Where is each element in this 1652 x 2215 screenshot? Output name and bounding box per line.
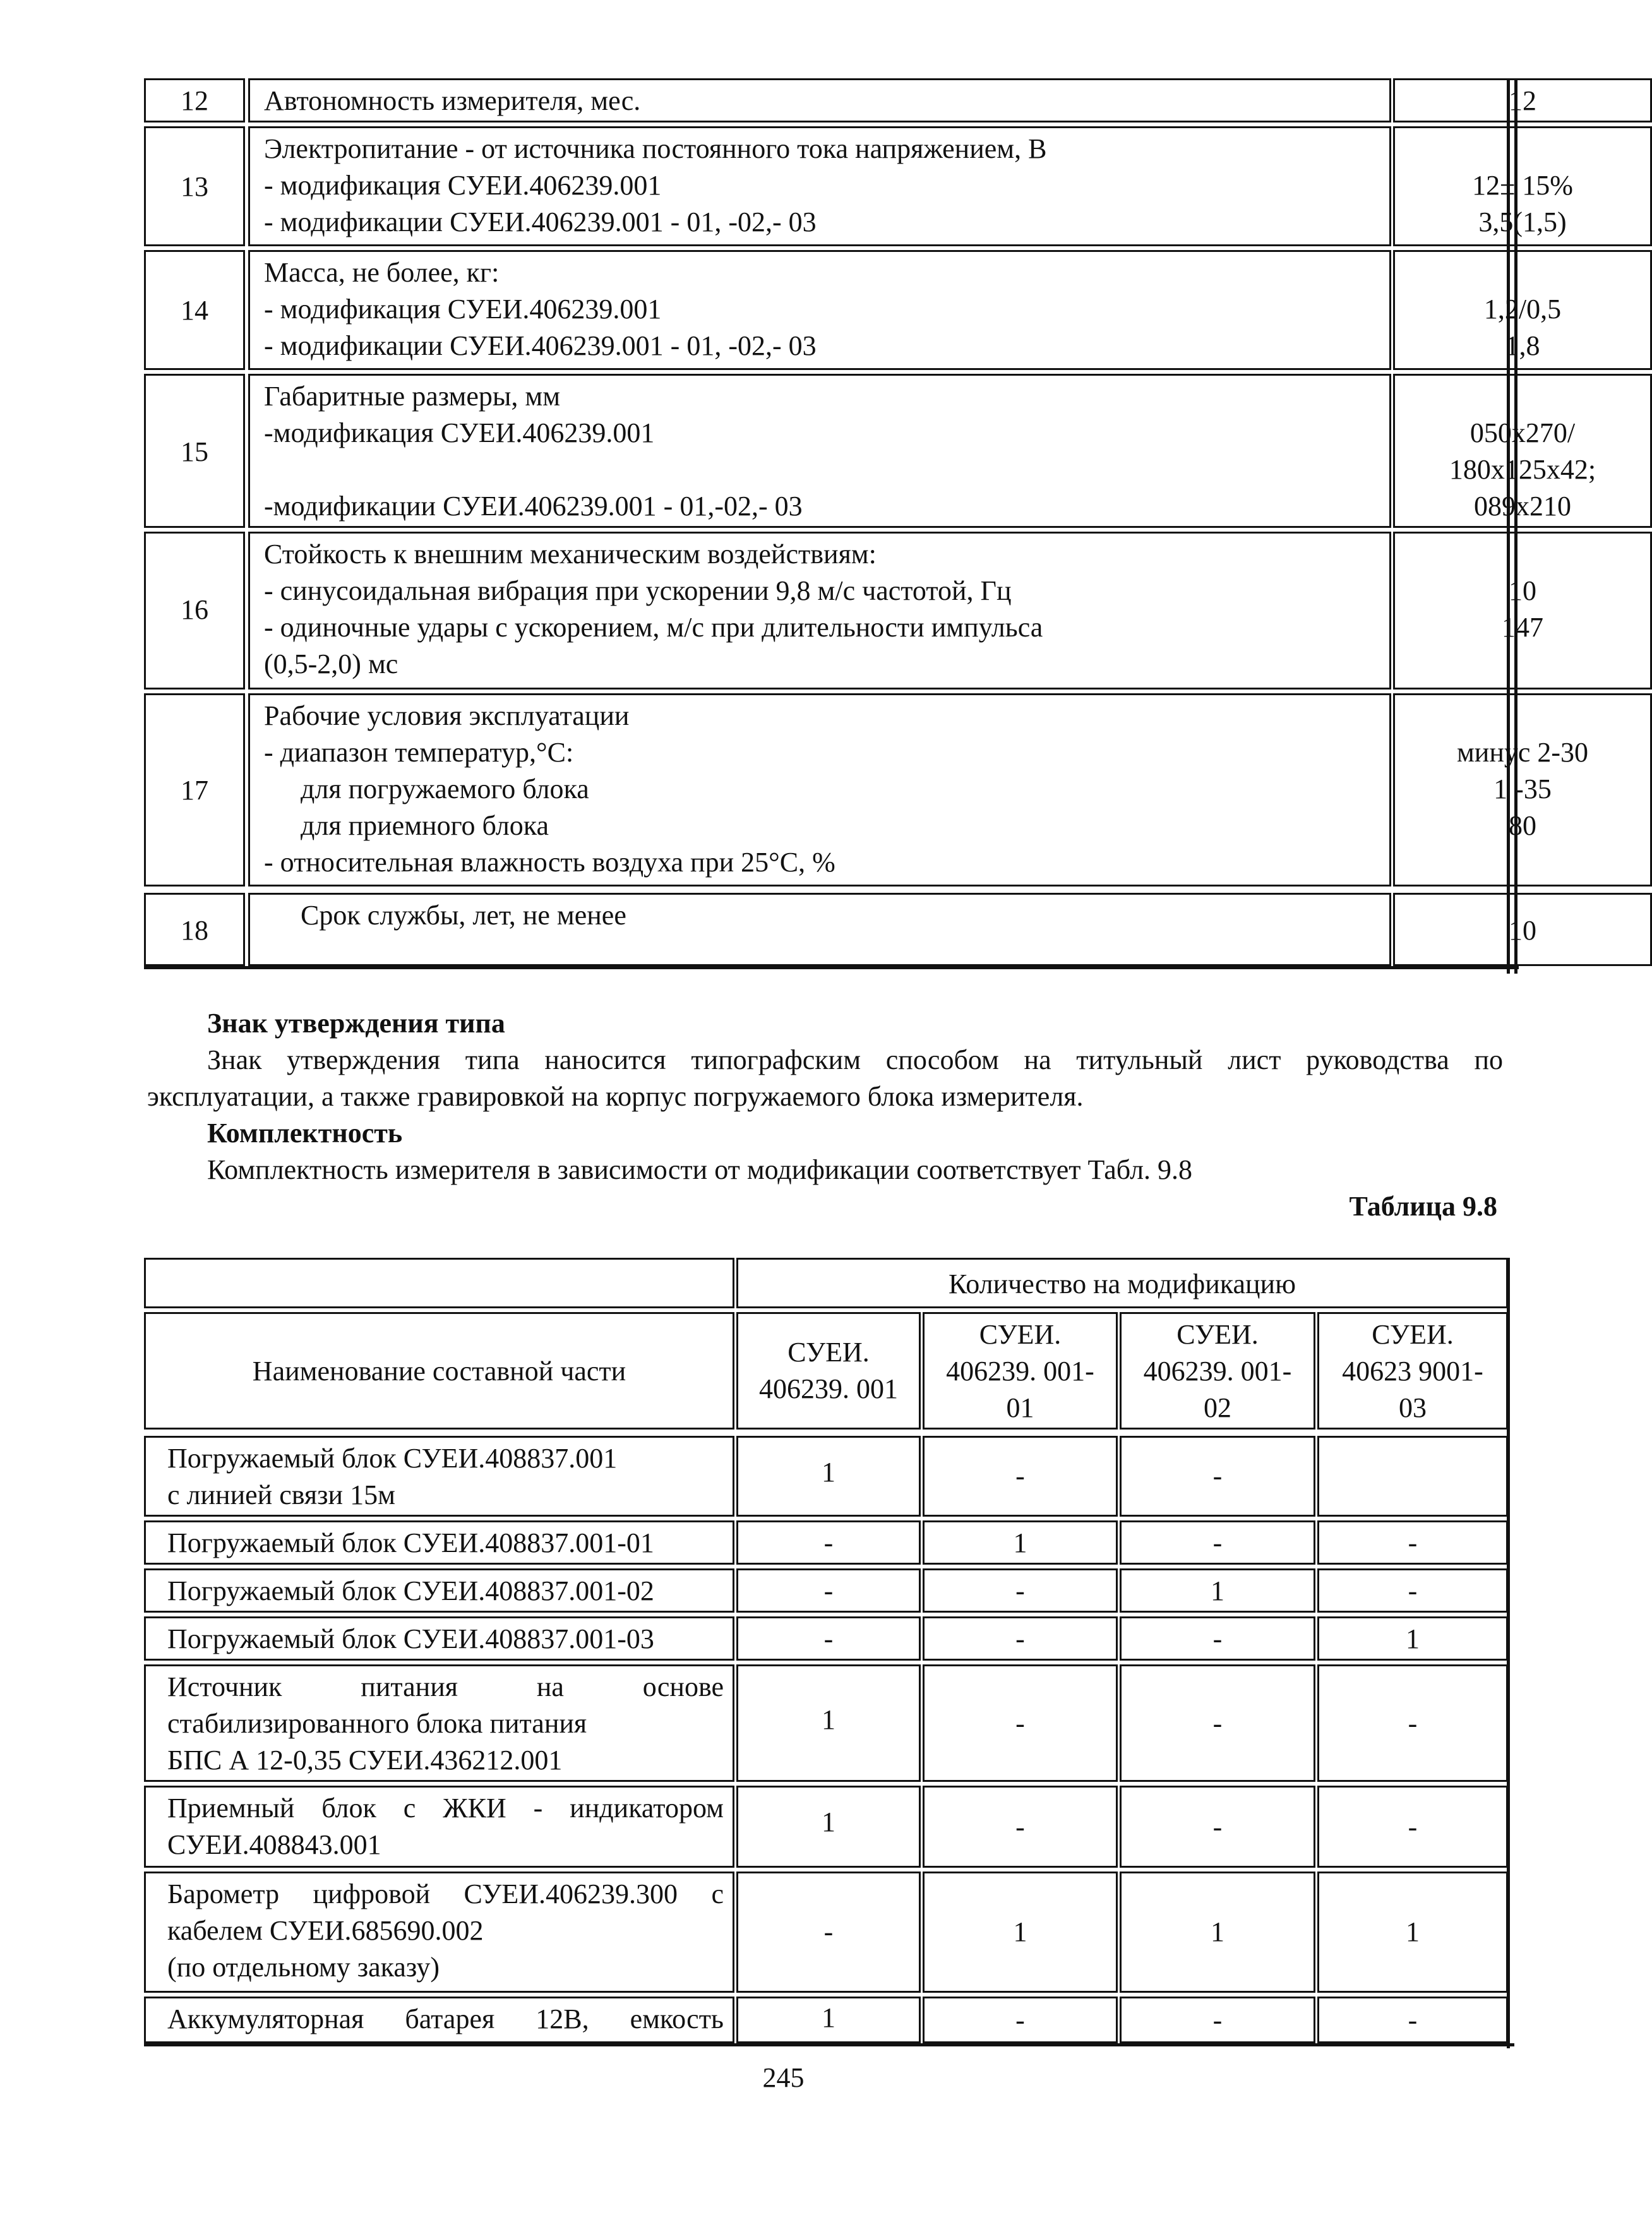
row-number: 18 xyxy=(181,915,208,946)
table-caption: Таблица 9.8 xyxy=(1349,1191,1497,1222)
row-description: Габаритные размеры, мм -модификация СУЕИ.406239.001 -модификации СУЕИ.406239.001 - 01,-02,- 03 xyxy=(264,381,803,522)
quantity-cell: - xyxy=(1212,1527,1223,1558)
quantity-cell: - xyxy=(1408,1812,1418,1842)
table-row xyxy=(144,893,1536,966)
table-row xyxy=(144,693,1589,887)
quantity-cell: - xyxy=(823,1916,834,1947)
table-header-row xyxy=(144,1312,1508,1430)
table-row xyxy=(144,532,1543,690)
row-description: Автономность измерителя, мес. xyxy=(264,85,641,116)
quantity-cell: 1 xyxy=(1406,1916,1420,1947)
spec-table xyxy=(144,78,1596,974)
row-value: 12 xyxy=(1509,85,1536,116)
table-row xyxy=(144,1786,1508,1868)
quantity-cell: - xyxy=(1408,1527,1418,1558)
quantity-cell: 1 xyxy=(1211,1575,1224,1606)
row-number: 12 xyxy=(181,85,208,116)
header-mod-001-01: СУЕИ. 406239. 001- 01 xyxy=(946,1319,1094,1423)
table-frame-line xyxy=(144,2043,1514,2046)
table-row xyxy=(144,1520,1508,1565)
row-number: 15 xyxy=(181,436,208,467)
row-value: 1,2/0,5 1,8 xyxy=(1483,294,1562,361)
row-number: 13 xyxy=(181,171,208,202)
table-row xyxy=(144,1436,1508,1517)
row-description: Масса, не более, кг: - модификация СУЕИ.406239.001 - модификации СУЕИ.406239.001 - 01, -02,- 03 xyxy=(264,257,817,361)
quantity-cell: 1 xyxy=(1013,1916,1027,1947)
quantity-cell: - xyxy=(1212,1623,1223,1654)
component-name: Аккумуляторная батарея 12В, емкость xyxy=(167,2003,724,2034)
quantity-cell: - xyxy=(1015,1460,1025,1491)
quantity-cell: - xyxy=(823,1623,834,1654)
component-name: Погружаемый блок СУЕИ.408837.001 с линией связи 15м xyxy=(167,1443,618,1510)
row-description: Срок службы, лет, не менее xyxy=(301,900,626,931)
quantity-cell: - xyxy=(1212,1460,1223,1491)
header-component-name: Наименование составной части xyxy=(252,1356,626,1387)
table-row xyxy=(144,1997,1508,2043)
quantity-cell: 1 xyxy=(822,1704,835,1735)
table-row xyxy=(144,250,1562,370)
row-value: 12± 15% 3,5(1,5) xyxy=(1472,170,1573,237)
paragraph-line: эксплуатации, а также гравировкой на корпус погружаемого блока измерителя. xyxy=(147,1081,1084,1112)
header-mod-001-02: СУЕИ. 406239. 001- 02 xyxy=(1143,1319,1292,1423)
component-name: Приемный блок с ЖКИ - индикатором СУЕИ.408843.001 xyxy=(167,1793,724,1860)
page-number: 245 xyxy=(762,2062,805,2093)
row-number: 17 xyxy=(181,775,208,806)
quantity-cell: - xyxy=(1212,1812,1223,1842)
quantity-cell: - xyxy=(1015,1812,1025,1842)
table-frame-line xyxy=(144,966,1519,969)
component-name: Погружаемый блок СУЕИ.408837.001-03 xyxy=(167,1623,654,1654)
row-number: 16 xyxy=(181,594,208,625)
component-name: Источник питания на основе стабилизированного блока питания БПС А 12-0,35 СУЕИ.436212.001 xyxy=(167,1671,724,1776)
table-row xyxy=(144,1872,1508,1993)
row-description: Рабочие условия эксплуатации - диапазон температур,°С: для погружаемого блока для приемного блока - относительная влажность воздуха при 25°С, % xyxy=(264,700,835,878)
row-description: Электропитание - от источника постоянного тока напряжением, В - модификация СУЕИ.406239.001 - модификации СУЕИ.406239.001 - 01, -02,- 03 xyxy=(264,133,1047,237)
quantity-cell: - xyxy=(823,1575,834,1606)
quantity-cell: - xyxy=(1408,1708,1418,1739)
header-mod-001-03: СУЕИ. 40623 9001- 03 xyxy=(1342,1319,1483,1423)
component-name: Погружаемый блок СУЕИ.408837.001-02 xyxy=(167,1575,654,1606)
quantity-cell: - xyxy=(1408,2005,1418,2036)
paragraph-line: Знак утверждения типа наносится типографским способом на титульный лист руководства по xyxy=(207,1044,1503,1075)
section-heading-completeness: Комплектность xyxy=(207,1118,403,1149)
quantity-cell: 1 xyxy=(822,1806,835,1837)
quantity-cell: - xyxy=(1408,1575,1418,1606)
table-row xyxy=(144,126,1573,246)
quantity-cell: - xyxy=(1015,2005,1025,2036)
row-number: 14 xyxy=(181,295,208,326)
quantity-cell: - xyxy=(1212,2005,1223,2036)
row-value: минус 2-30 1 -35 80 xyxy=(1456,737,1589,841)
component-name: Барометр цифровой СУЕИ.406239.300 с кабелем СУЕИ.685690.002 (по отдельному заказу) xyxy=(167,1878,724,1983)
quantity-cell: - xyxy=(1015,1708,1025,1739)
table-row xyxy=(144,78,1536,122)
quantity-cell: - xyxy=(1015,1623,1025,1654)
table-row xyxy=(144,1568,1508,1613)
component-name: Погружаемый блок СУЕИ.408837.001-01 xyxy=(167,1527,654,1558)
table-header-row xyxy=(144,1258,1508,1308)
quantity-cell: 1 xyxy=(1013,1527,1027,1558)
header-quantity: Количество на модификацию xyxy=(949,1269,1296,1299)
section-heading-type-mark: Знак утверждения типа xyxy=(207,1008,505,1039)
row-value: 10 147 xyxy=(1502,575,1543,643)
table-row xyxy=(144,1664,1508,1782)
quantity-cell: 1 xyxy=(1406,1623,1420,1654)
paragraph-line: Комплектность измерителя в зависимости от модификации соответствует Табл. 9.8 xyxy=(207,1154,1193,1185)
quantity-cell: - xyxy=(1015,1575,1025,1606)
quantity-cell: - xyxy=(1212,1708,1223,1739)
quantity-cell: 1 xyxy=(1211,1916,1224,1947)
row-value: 050x270/ 180x125x42; 089x210 xyxy=(1449,417,1596,522)
header-mod-001: СУЕИ. 406239. 001 xyxy=(759,1337,898,1404)
row-description: Стойкость к внешним механическим воздействиям: - синусоидальная вибрация при ускорении 9,8 м/с частотой, Гц - одиночные удары с ускорением, м/с при длительности импульса (0,5-2,0) мс xyxy=(264,539,1043,679)
quantity-cell: 1 xyxy=(822,2002,835,2033)
kit-table xyxy=(144,1258,1514,2048)
row-value: 10 xyxy=(1509,915,1536,946)
quantity-cell: 1 xyxy=(822,1457,835,1488)
table-row xyxy=(144,374,1596,528)
quantity-cell: - xyxy=(823,1527,834,1558)
table-row xyxy=(144,1616,1508,1661)
